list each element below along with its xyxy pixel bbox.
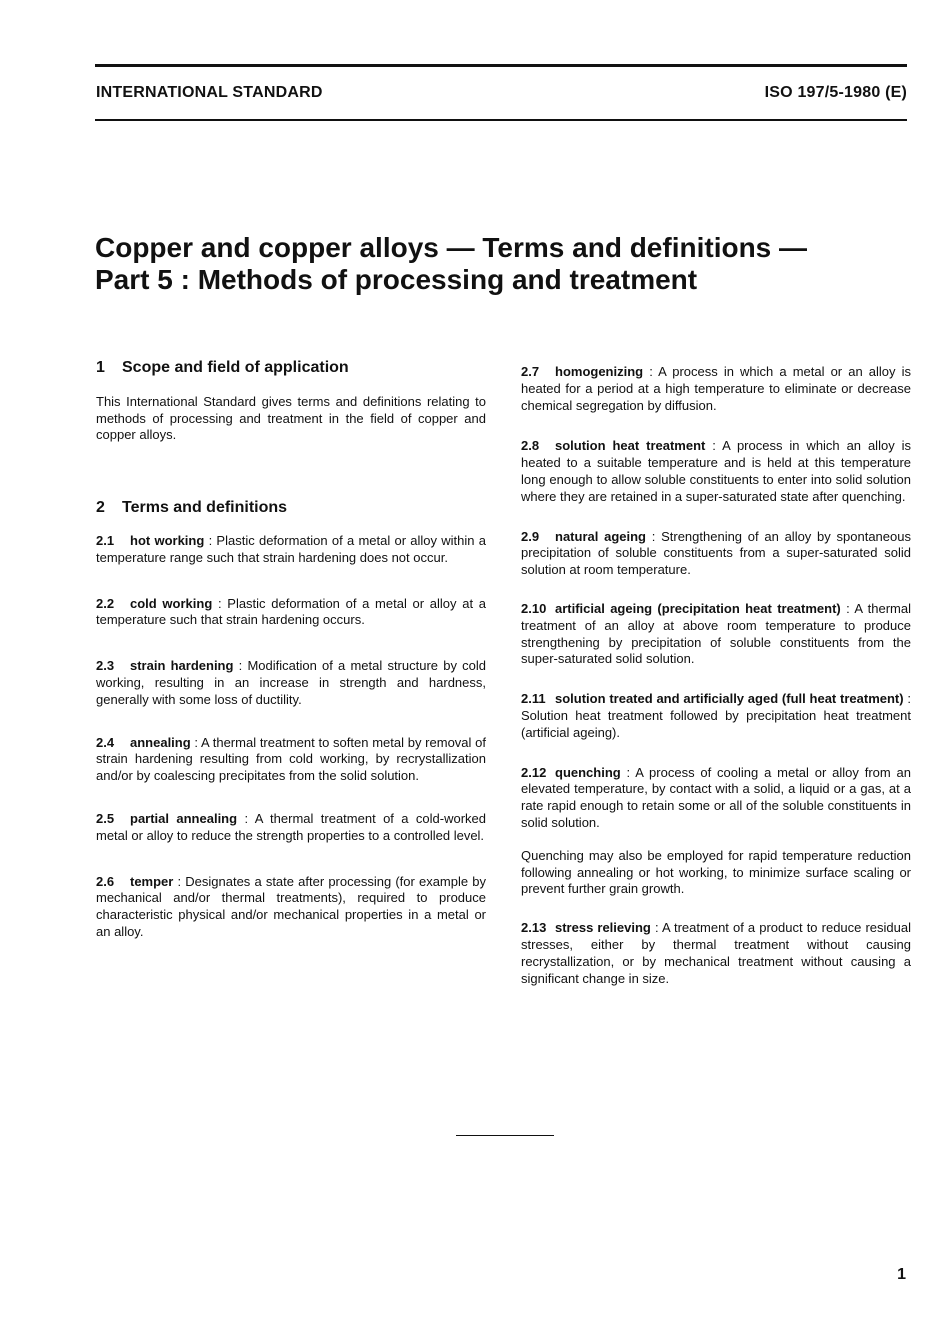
term-name: strain hardening [130,658,234,674]
term-number: 2.12 [521,764,547,780]
definition-2-1 [96,533,486,567]
term-definition: : Modification of a metal structure by cold working, resulting in an increase in strength and hardness, generally with some loss of ductility. [96,658,486,707]
definition-2-8 [521,438,911,505]
right-column [521,364,911,987]
term-definition: : A thermal treatment of an alloy at above room temperature to produce strengthening by precipitation of soluble constituents from the super-saturated solid solution. [521,600,911,667]
definition-2-11 [521,691,911,741]
term-number: 2.6 [96,873,115,889]
term-number: 2.8 [521,438,540,454]
term-name: quenching [555,764,621,780]
document-title [95,232,895,296]
definition-2-9 [521,529,911,579]
section-2-title: Terms and definitions [122,499,288,517]
section-1-heading [96,360,486,377]
term-name: annealing [130,734,191,750]
term-definition: : Plastic deformation of a metal or alloy within a temperature range such that strain hardening does not occur. [96,532,486,565]
term-number: 2.3 [96,658,115,674]
definition-2-6 [96,874,486,941]
term-name: solution treated and artificially aged (full heat treatment) [555,691,904,707]
term-definition: : A treatment of a product to reduce residual stresses, either by thermal treatment without causing recrystallization, or by mechanical treatment without causing a significant change in size. [521,920,911,986]
term-name: partial annealing [130,810,238,826]
term-definition: : A thermal treatment to soften metal by removal of strain hardening resulting from cold working, by recrystallization and/or by coalescing precipitates from the solid solution. [96,734,486,784]
term-name: natural ageing [555,528,646,544]
scope-text: This International Standard gives terms and definitions relating to methods of processing and treatment in the field of copper and copper alloys. [96,393,486,443]
term-definition: : Solution heat treatment followed by precipitation heat treatment (artificial ageing). [521,691,911,740]
term-number: 2.13 [521,920,547,936]
term-name: artificial ageing (precipitation heat treatment) [555,600,841,616]
section-1-title: Scope and field of application [122,359,349,376]
section-1-number: 1 [96,359,105,376]
header-top-rule [95,64,907,67]
definition-2-7 [521,364,911,414]
section-2-number: 2 [96,499,105,517]
definition-2-10 [521,601,911,668]
term-name: solution heat treatment [555,438,706,454]
term-definition: : Designates a state after processing (for example by mechanical and/or thermal treatments), required to produce characteristic physical and/or mechanical properties in a metal or an alloy. [96,873,486,939]
term-number: 2.11 [521,691,546,707]
term-definition: : Plastic deformation of a metal or alloy at a temperature such that strain hardening occurs. [96,595,487,628]
page-number: 1 [897,1266,906,1283]
left-column [96,360,486,941]
term-name: hot working [130,532,205,548]
definition-2-3 [96,658,486,708]
definition-2-2 [96,596,486,630]
standard-number: ISO 197/5-1980 (E) [764,84,907,101]
term-number: 2.7 [521,364,540,379]
term-name: homogenizing [555,364,644,379]
term-name: stress relieving [555,920,651,936]
term-name: cold working [130,595,213,611]
term-definition: : Strengthening of an alloy by spontaneous precipitation of soluble constituents from a super-saturated solid solution at room temperature. [521,528,911,578]
header-bottom-rule [95,119,907,121]
title-line-1: Copper and copper alloys — Terms and definitions — [95,232,808,263]
term-number: 2.4 [96,734,115,750]
definition-2-13 [521,920,911,987]
term-definition: : A process in which a metal or an alloy is heated for a period at a high temperature to eliminate or decrease chemical segregation by diffusion. [521,364,911,413]
term-definition: : A process of cooling a metal or alloy from an elevated temperature, by contact with a solid, a liquid or a gas, at a rate rapid enough to retain some or all of the soluble constituents in solid solution. [521,764,911,830]
term-number: 2.1 [96,532,115,548]
term-name: temper [130,873,174,889]
definition-2-5 [96,811,486,845]
term-number: 2.10 [521,600,547,616]
document-type-label: INTERNATIONAL STANDARD [96,84,323,101]
term-definition: : A thermal treatment of a cold-worked metal or alloy to reduce the strength properties to a controlled level. [96,810,486,843]
term-number: 2.5 [96,810,115,826]
footer-separator [456,1135,554,1136]
title-line-2: Part 5 : Methods of processing and treatment [95,264,698,295]
term-number: 2.2 [96,595,115,611]
definition-2-4 [96,735,486,785]
term-number: 2.9 [521,528,540,544]
quenching-note: Quenching may also be employed for rapid temperature reduction following annealing or hot working, to minimize surface scaling or prevent further grain growth. [521,847,911,897]
term-definition: : A process in which an alloy is heated to a suitable temperature and is held at this temperature long enough to allow soluble constituents to enter into solid solution where they are retained in a super-saturated state after quenching. [521,438,911,504]
definition-2-12 [521,765,911,832]
section-2-heading [96,500,486,517]
